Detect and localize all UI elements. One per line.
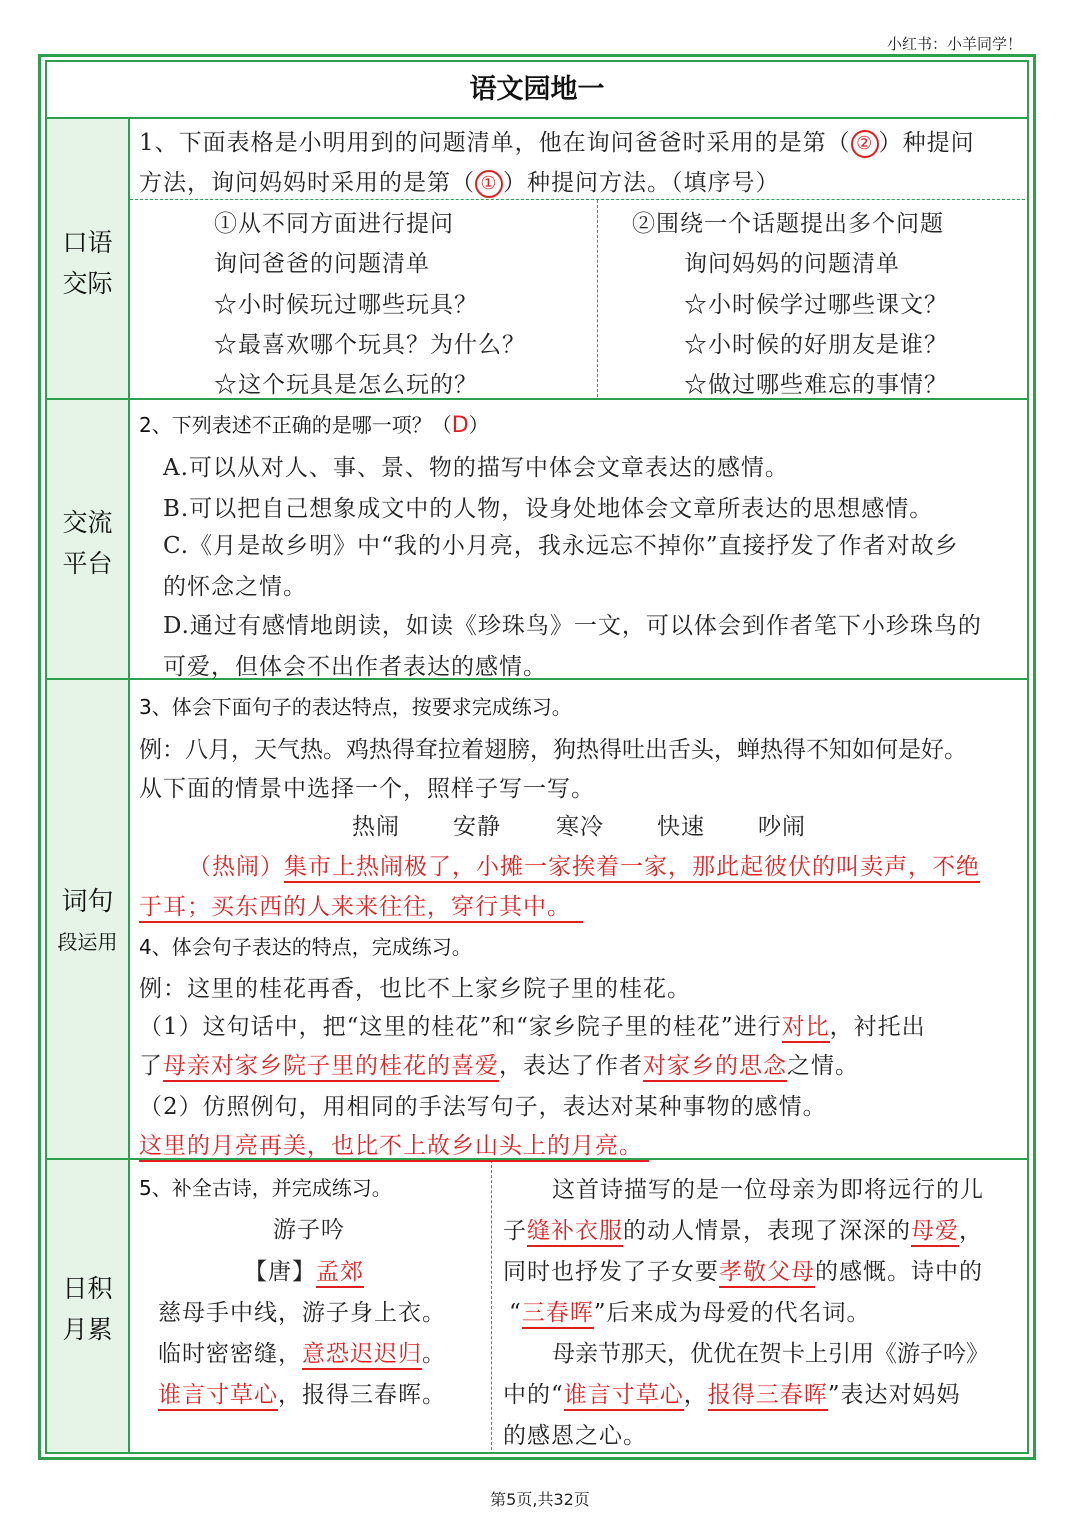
section-label-accumulate: 日积 月累 <box>62 1274 113 1344</box>
q3-option: 寒冷 <box>556 814 604 840</box>
q3-option: 安静 <box>453 814 501 840</box>
q4-part2: （2）仿照例句，用相同的手法写句子，表达对某种事物的感情。 <box>139 1094 827 1120</box>
q5-poem-line: 谁言寸草心，报得三春晖。 <box>158 1376 446 1409</box>
dashed-divider <box>597 200 598 397</box>
q4-part1-line2: 了母亲对家乡院子里的桂花的喜爱，表达了作者对家乡的思念之情。 <box>139 1047 859 1080</box>
q5-stem: 5、补全古诗，并完成练习。 <box>139 1176 392 1200</box>
q1-left-title: ①从不同方面进行提问 <box>214 211 454 237</box>
q1-right-item: ☆小时候的好朋友是谁？ <box>684 332 948 358</box>
q1-right-item: ☆小时候学过哪些课文？ <box>684 292 948 318</box>
q5-para: 这首诗描写的是一位母亲为即将远行的儿 <box>552 1177 984 1203</box>
q3-answer-line-1: （热闹）集市上热闹极了，小摊一家挨着一家，那此起彼伏的叫卖声，不绝 <box>188 848 980 881</box>
section-label-exchange: 交流 平台 <box>62 508 113 578</box>
q1-left-item: ☆最喜欢哪个玩具？为什么？ <box>214 332 526 358</box>
q2-option: A.可以从对人、事、景、物的描写中体会文章表达的感情。 <box>163 455 789 481</box>
q2-answer: D <box>451 413 469 438</box>
q2-option: 可爱，但体会不出作者表达的感情。 <box>163 654 547 680</box>
q1-left-item: ☆这个玩具是怎么玩的？ <box>214 372 478 398</box>
q5-para: 母亲节那天，优优在贺卡上引用《游子吟》 <box>552 1341 989 1367</box>
section-label-oral: 口语 交际 <box>62 228 113 298</box>
dashed-divider <box>130 199 1025 200</box>
q4-part1-line1: （1）这句话中，把“这里的桂花”和“家乡院子里的桂花”进行对比，衬托出 <box>139 1008 926 1041</box>
q2-stem: 2、下列表述不正确的是哪一项？（D） <box>139 413 489 438</box>
q1-line-2: 方法，询问妈妈时采用的是第（ ① ）种提问方法。（填序号） <box>139 170 780 196</box>
page-footer: 第5页,共32页 <box>490 1490 590 1509</box>
q2-option: D.通过有感情地朗读，如读《珍珠鸟》一文，可以体会到作者笔下小珍珠鸟的 <box>163 613 982 639</box>
q3-example: 例：八月，天气热。鸡热得耷拉着翅膀，狗热得吐出舌头，蝉热得不知如何是好。 <box>139 737 967 763</box>
q4-example: 例：这里的桂花再香，也比不上家乡院子里的桂花。 <box>139 976 691 1002</box>
q5-para: 的感恩之心。 <box>503 1423 647 1449</box>
q1-answer-1: ② <box>851 130 879 158</box>
page-title: 语文园地一 <box>469 74 605 105</box>
q5-poem-title: 游子吟 <box>273 1217 345 1243</box>
q3-stem: 3、体会下面句子的表达特点，按要求完成练习。 <box>139 695 572 719</box>
q5-para: 中的“谁言寸草心，报得三春晖”表达对妈妈 <box>503 1376 961 1409</box>
q2-option: B.可以把自己想象成文中的人物，设身处地体会文章所表达的思想感情。 <box>163 496 934 522</box>
q3-option: 热闹 <box>352 814 400 840</box>
section-label-usage: 词句 段运用 <box>57 887 118 954</box>
dashed-divider <box>491 1160 492 1450</box>
q3-option: 快速 <box>657 814 705 840</box>
q3-option: 吵闹 <box>758 814 806 840</box>
q3-instruction: 从下面的情景中选择一个，照样子写一写。 <box>139 776 595 802</box>
q4-answer: 这里的月亮再美，也比不上故乡山头上的月亮。 <box>139 1127 649 1160</box>
q1-right-title: ②围绕一个话题提出多个问题 <box>632 211 944 237</box>
column-divider <box>128 118 130 1452</box>
q2-option: 的怀念之情。 <box>163 574 307 600</box>
q3-answer-line-2: 于耳；买东西的人来来往往，穿行其中。 <box>139 888 583 921</box>
q5-poem-line: 临时密密缝，意恐迟迟归。 <box>158 1335 446 1368</box>
q1-right-subtitle: 询问妈妈的问题清单 <box>684 251 900 277</box>
q5-poem-author: 【唐】孟郊 <box>244 1253 364 1286</box>
q5-poem-line: 慈母手中线，游子身上衣。 <box>158 1300 446 1326</box>
q1-answer-2: ① <box>475 170 503 198</box>
divider <box>47 117 1027 119</box>
q2-option: C.《月是故乡明》中“我的小月亮，我永远忘不掉你”直接抒发了作者对故乡 <box>163 533 959 559</box>
q5-para: 子缝补衣服的动人情景，表现了深深的母爱， <box>503 1212 983 1245</box>
q4-stem: 4、体会句子表达的特点，完成练习。 <box>139 935 472 959</box>
q1-right-item: ☆做过哪些难忘的事情？ <box>684 372 948 398</box>
watermark: 小红书：小羊同学！ <box>886 35 1022 53</box>
q5-para: 同时也抒发了子女要孝敬父母的感慨。诗中的 <box>503 1253 983 1286</box>
q1-left-subtitle: 询问爸爸的问题清单 <box>214 251 430 277</box>
q5-para: “三春晖”后来成为母爱的代名词。 <box>503 1294 871 1327</box>
q1-line-1: 1、下面表格是小明用到的问题清单，他在询问爸爸时采用的是第（ ② ）种提问 <box>139 130 975 156</box>
q1-left-item: ☆小时候玩过哪些玩具？ <box>214 292 478 318</box>
